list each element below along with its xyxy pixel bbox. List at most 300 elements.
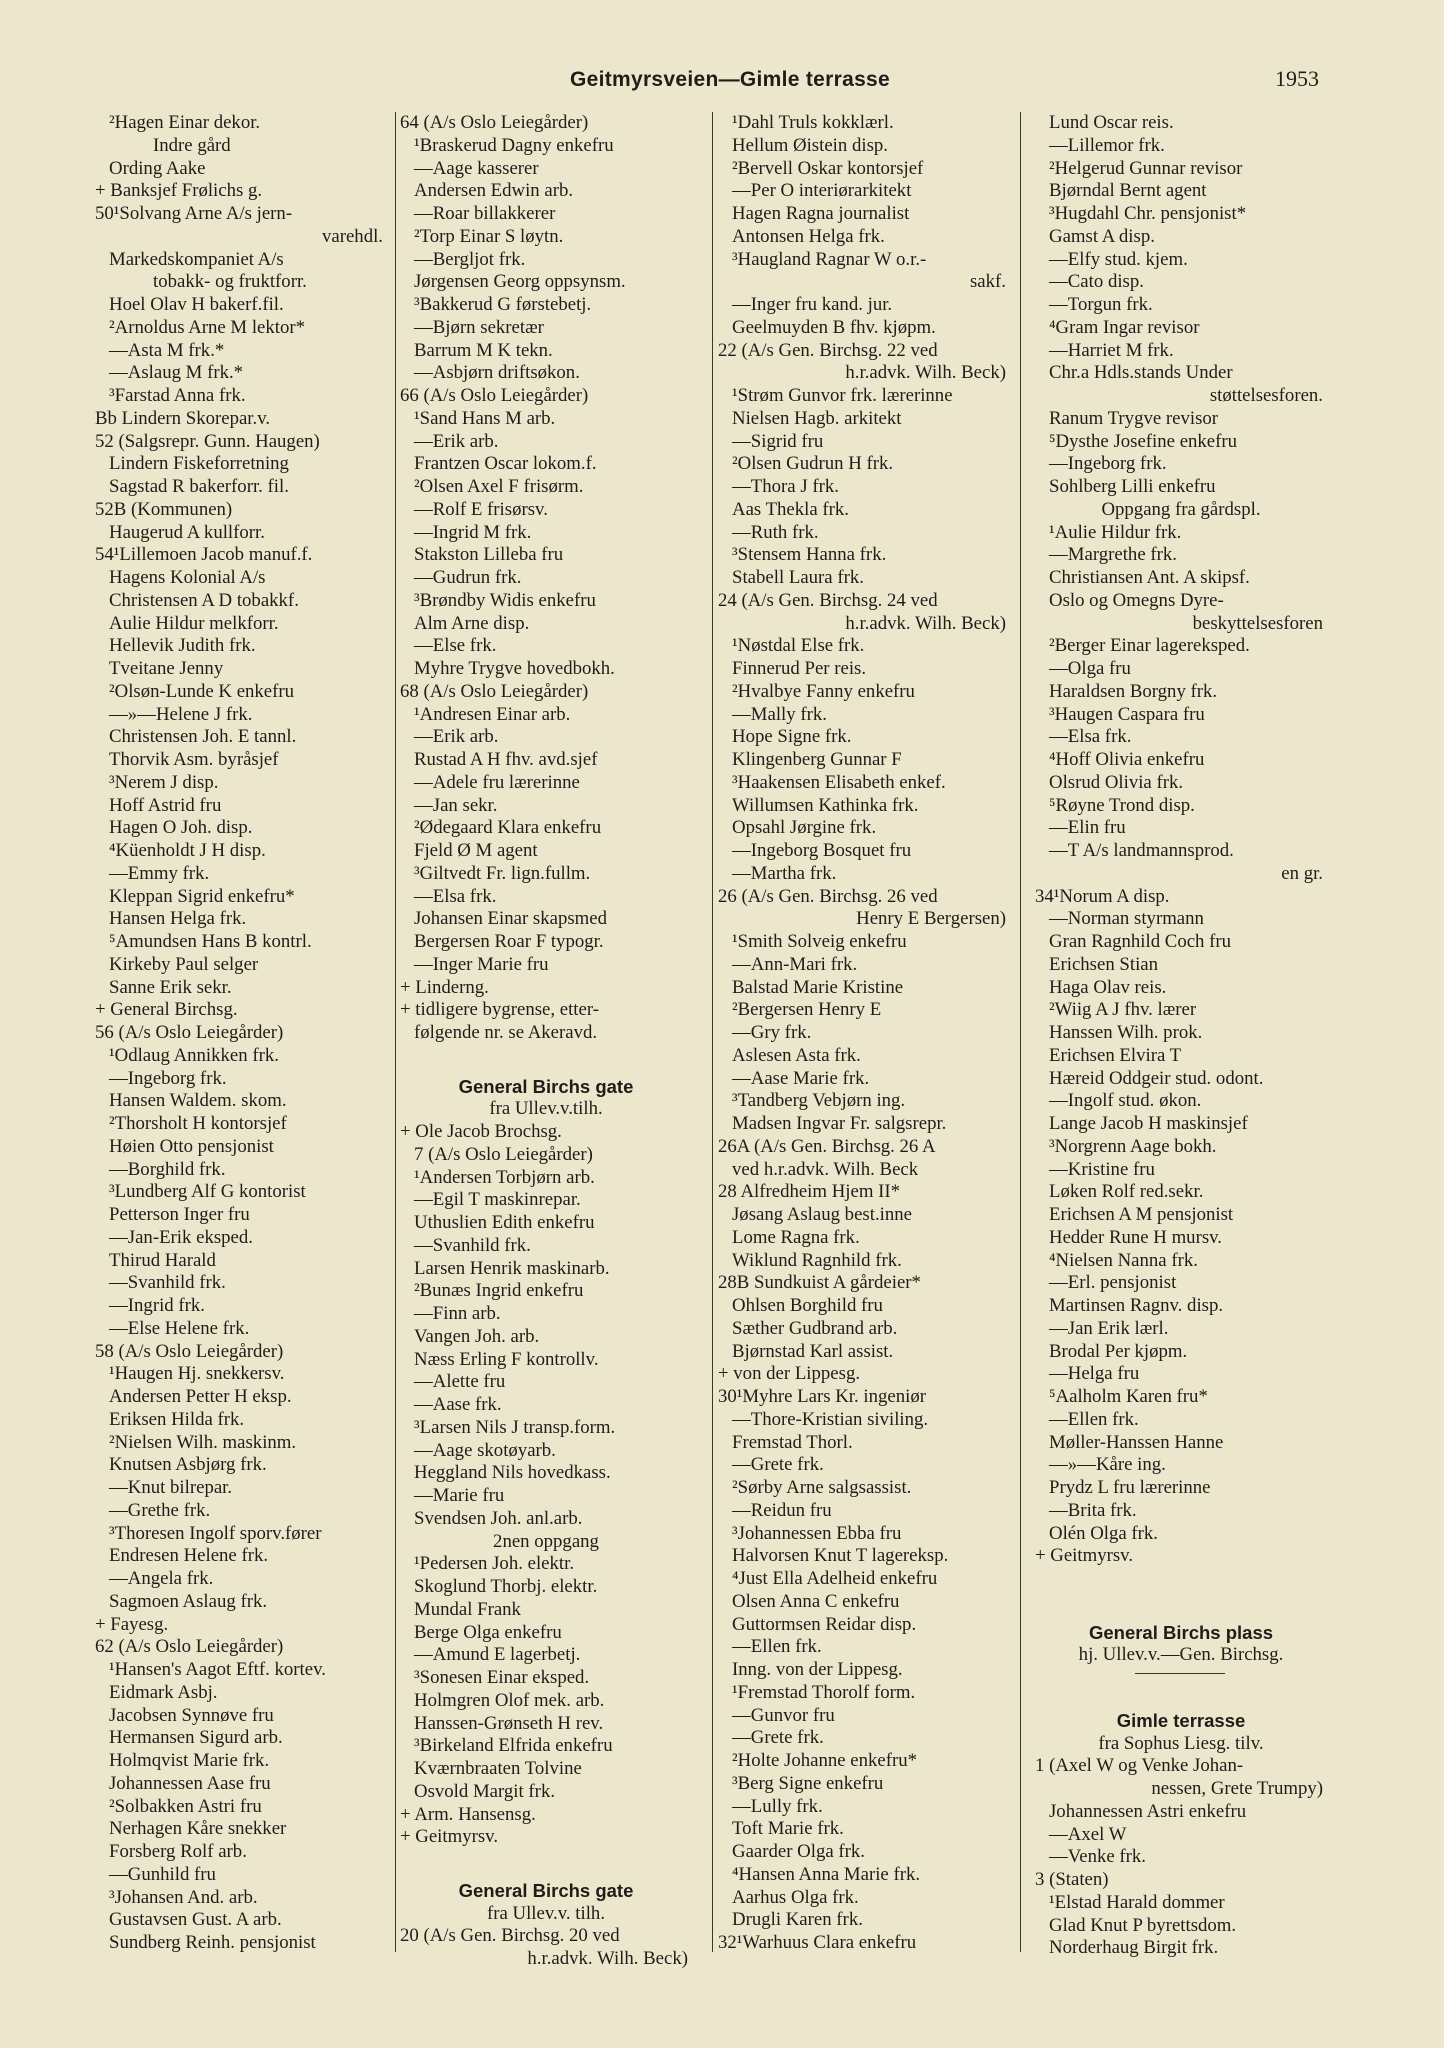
directory-entry: ²Solbakken Astri fru xyxy=(109,1795,262,1817)
directory-entry: Hansen Waldem. skom. xyxy=(109,1090,287,1112)
directory-entry: Bb Lindern Skorepar.v. xyxy=(95,407,271,429)
cross-street-entry: + Linderng. xyxy=(400,976,489,998)
directory-entry: —Elfy stud. kjem. xyxy=(1049,248,1188,270)
directory-entry: —Grete frk. xyxy=(732,1727,824,1749)
directory-entry: Møller-Hanssen Hanne xyxy=(1049,1431,1224,1453)
directory-entry: Aarhus Olga frk. xyxy=(732,1886,859,1908)
directory-entry: ⁴Nielsen Nanna frk. xyxy=(1049,1249,1198,1271)
page-number: 1953 xyxy=(1275,66,1319,91)
directory-entry: ¹Pedersen Joh. elektr. xyxy=(414,1553,575,1575)
directory-entry: ³Haakensen Elisabeth enkef. xyxy=(732,771,946,793)
directory-entry: Sagmoen Aslaug frk. xyxy=(109,1590,268,1612)
directory-entry: ¹Hansen's Aagot Eftf. kortev. xyxy=(109,1659,326,1680)
directory-entry: Bjørndal Bernt agent xyxy=(1049,180,1207,202)
directory-entry: sakf. xyxy=(970,271,1006,293)
directory-entry: Lome Ragna frk. xyxy=(732,1226,860,1248)
directory-entry: Ranum Trygve revisor xyxy=(1049,407,1219,429)
directory-entry: Prydz L fru lærerinne xyxy=(1049,1477,1211,1498)
cross-street-entry: + Fayesg. xyxy=(95,1613,169,1635)
spacer xyxy=(1035,1679,1327,1702)
directory-entry: —Grethe frk. xyxy=(109,1499,211,1521)
directory-entry: Uthuslien Edith enkefru xyxy=(414,1212,595,1233)
directory-entry: Hermansen Sigurd arb. xyxy=(109,1727,283,1749)
directory-entry: Fremstad Thorl. xyxy=(732,1431,853,1453)
directory-entry: Hellevik Judith frk. xyxy=(109,635,256,657)
directory-entry: Aslesen Asta frk. xyxy=(732,1044,861,1066)
directory-entry: Opsahl Jørgine frk. xyxy=(732,817,877,839)
directory-entry: —Venke frk. xyxy=(1049,1846,1147,1868)
directory-entry: ¹Andresen Einar arb. xyxy=(414,703,571,725)
directory-column-4 xyxy=(1035,112,1327,1960)
directory-entry: —Torgun frk. xyxy=(1049,294,1153,315)
section-heading: Gimle terrasse xyxy=(1116,1709,1246,1731)
directory-column-2 xyxy=(400,112,692,1971)
directory-entry: —Ingeborg frk. xyxy=(109,1067,227,1089)
directory-entry: ³Farstad Anna frk. xyxy=(109,385,246,406)
directory-entry: Hagen Ragna journalist xyxy=(732,203,910,224)
directory-entry: —Ingeborg Bosquet fru xyxy=(732,840,912,861)
directory-entry: —»—Kåre ing. xyxy=(1049,1454,1166,1476)
directory-entry: —Olga fru xyxy=(1049,658,1131,679)
directory-entry: —Norman styrmann xyxy=(1049,908,1204,930)
directory-entry: 24 (A/s Gen. Birchsg. 24 ved xyxy=(718,589,938,611)
directory-entry: ³Sonesen Einar eksped. xyxy=(414,1667,590,1688)
directory-entry: Hoff Astrid fru xyxy=(109,794,222,816)
directory-entry: Gran Ragnhild Coch fru xyxy=(1049,931,1232,952)
directory-entry: —Elsa frk. xyxy=(1049,726,1132,748)
directory-entry: ²Bunæs Ingrid enkefru xyxy=(414,1280,584,1302)
directory-entry: Christensen A D tobakkf. xyxy=(109,589,299,611)
directory-entry: Andersen Edwin arb. xyxy=(414,180,574,202)
directory-entry: Lange Jacob H maskinsjef xyxy=(1049,1113,1248,1134)
directory-entry: Geelmuyden B fhv. kjøpm. xyxy=(732,316,936,338)
directory-entry: ²Olsen Gudrun H frk. xyxy=(732,453,894,475)
directory-entry: Stakston Lilleba fru xyxy=(414,544,564,566)
directory-entry: ⁴Just Ella Adelheid enkefru xyxy=(732,1568,938,1589)
directory-entry: Brodal Per kjøpm. xyxy=(1049,1340,1188,1362)
directory-entry: Lindern Fiskeforretning xyxy=(109,453,289,475)
directory-entry: Kirkeby Paul selger xyxy=(109,953,259,975)
directory-entry: 34¹Norum A disp. xyxy=(1035,885,1170,907)
directory-entry: Kværnbraaten Tolvine xyxy=(414,1758,582,1779)
directory-entry: 28B Sundkuist A gårdeier* xyxy=(718,1272,921,1294)
directory-entry: ²Hvalbye Fanny enkefru xyxy=(732,680,915,702)
directory-entry: ²Olsen Axel F frisørm. xyxy=(414,476,584,497)
directory-entry: ²Bergersen Henry E xyxy=(732,999,882,1021)
directory-entry: —Aslaug M frk.* xyxy=(109,362,244,384)
directory-entry: 1 (Axel W og Venke Johan- xyxy=(1035,1755,1244,1777)
directory-entry: Sohlberg Lilli enkefru xyxy=(1049,476,1216,497)
directory-entry: Gamst A disp. xyxy=(1049,225,1155,247)
directory-entry: ³Haugen Caspara fru xyxy=(1049,703,1205,725)
directory-entry: beskyttelsesforen xyxy=(1192,612,1323,634)
directory-entry: ³Giltvedt Fr. lign.fullm. xyxy=(414,862,591,884)
directory-entry: varehdl. xyxy=(321,225,383,247)
directory-entry: følgende nr. se Akeravd. xyxy=(414,1022,598,1043)
cross-street-entry: + General Birchsg. xyxy=(95,999,238,1021)
directory-entry: —Angela frk. xyxy=(109,1568,214,1589)
directory-entry: ⁴Gram Ingar revisor xyxy=(1049,316,1200,338)
directory-entry: —Aase frk. xyxy=(414,1394,502,1415)
directory-entry: —Else frk. xyxy=(414,635,497,657)
directory-entry: Haga Olav reis. xyxy=(1049,976,1167,998)
directory-entry: Klingenberg Gunnar F xyxy=(732,749,902,770)
directory-entry: fra Sophus Liesg. tilv. xyxy=(1098,1732,1264,1754)
directory-entry: Petterson Inger fru xyxy=(109,1204,250,1225)
directory-entry: Jøsang Aslaug best.inne xyxy=(732,1204,912,1225)
directory-entry: 54¹Lillemoen Jacob manuf.f. xyxy=(95,544,313,566)
directory-entry: Thorvik Asm. byråsjef xyxy=(109,749,279,770)
directory-entry: en gr. xyxy=(1281,862,1323,884)
directory-entry: nessen, Grete Trumpy) xyxy=(1151,1778,1323,1799)
directory-entry: ²Wiig A J fhv. lærer xyxy=(1049,999,1197,1021)
directory-entry: Antonsen Helga frk. xyxy=(732,225,885,247)
directory-entry: 7 (A/s Oslo Leiegårder) xyxy=(414,1143,593,1165)
directory-entry: —Elin fru xyxy=(1049,817,1126,839)
directory-entry: ¹Andersen Torbjørn arb. xyxy=(414,1166,595,1188)
directory-entry: Barrum M K tekn. xyxy=(414,339,553,361)
directory-entry: 28 Alfredheim Hjem II* xyxy=(718,1181,901,1203)
directory-entry: Erichsen Stian xyxy=(1049,953,1159,975)
directory-entry: Ohlsen Borghild fru xyxy=(732,1295,883,1316)
directory-entry: ²Thorsholt H kontorsjef xyxy=(109,1113,287,1134)
directory-entry: ³Brøndby Widis enkefru xyxy=(414,589,596,611)
directory-entry: Myhre Trygve hovedbokh. xyxy=(414,658,615,679)
directory-entry: Haugerud A kullforr. xyxy=(109,521,265,543)
directory-entry: Oslo og Omegns Dyre- xyxy=(1049,589,1224,611)
directory-entry: hj. Ullev.v.—Gen. Birchsg. xyxy=(1078,1644,1284,1666)
spacer xyxy=(1035,1591,1327,1614)
directory-entry: 56 (A/s Oslo Leiegårder) xyxy=(95,1022,284,1043)
directory-entry: Christiansen Ant. A skipsf. xyxy=(1049,567,1250,588)
directory-entry: —Aage kasserer xyxy=(414,157,539,179)
directory-entry: —Else Helene frk. xyxy=(109,1317,250,1339)
directory-entry: —Gunvor fru xyxy=(732,1704,835,1726)
directory-entry: —Egil T maskinrepar. xyxy=(414,1189,581,1211)
directory-entry: Erichsen A M pensjonist xyxy=(1049,1204,1234,1225)
directory-entry: —Jan-Erik eksped. xyxy=(109,1226,253,1248)
section-heading: General Birchs gate xyxy=(458,1879,634,1901)
directory-entry: 58 (A/s Oslo Leiegårder) xyxy=(95,1340,284,1362)
directory-entry: Martinsen Ragnv. disp. xyxy=(1049,1295,1224,1316)
directory-entry: Hagen O Joh. disp. xyxy=(109,817,253,839)
directory-entry: tobakk- og fruktforr. xyxy=(153,271,307,293)
directory-entry: Næss Erling F kontrollv. xyxy=(414,1348,599,1370)
cross-street-entry: + von der Lippesg. xyxy=(718,1363,861,1385)
directory-entry: ²Olsøn-Lunde K enkefru xyxy=(109,680,295,702)
directory-entry: ved h.r.advk. Wilh. Beck xyxy=(732,1158,919,1180)
section-heading: General Birchs gate xyxy=(458,1075,634,1097)
directory-entry: Sanne Erik sekr. xyxy=(109,976,232,998)
directory-entry: —Gudrun frk. xyxy=(414,567,522,588)
directory-entry: Hanssen Wilh. prok. xyxy=(1049,1022,1203,1043)
directory-entry: Thirud Harald xyxy=(109,1249,216,1271)
directory-entry: Endresen Helene frk. xyxy=(109,1545,269,1567)
directory-entry: ²Sørby Arne salgsassist. xyxy=(732,1477,912,1498)
directory-entry: Norderhaug Birgit frk. xyxy=(1049,1937,1219,1959)
cross-street-entry: + tidligere bygrense, etter- xyxy=(400,999,599,1021)
directory-entry: ⁵Aalholm Karen fru* xyxy=(1049,1386,1208,1407)
directory-entry: ⁵Amundsen Hans B kontrl. xyxy=(109,931,312,952)
directory-entry: ⁵Dysthe Josefine enkefru xyxy=(1049,430,1238,452)
directory-entry: Hedder Rune H mursv. xyxy=(1049,1226,1222,1248)
directory-entry: Eriksen Hilda frk. xyxy=(109,1408,245,1430)
directory-entry: Rustad A H fhv. avd.sjef xyxy=(414,749,598,770)
directory-entry: —Ann-Mari frk. xyxy=(732,953,858,975)
directory-entry: Tveitane Jenny xyxy=(109,658,224,679)
directory-entry: ³Birkeland Elfrida enkefru xyxy=(414,1735,613,1757)
directory-entry: Sagstad R bakerforr. fil. xyxy=(109,476,289,497)
directory-entry: —Svanhild frk. xyxy=(109,1272,226,1294)
directory-entry: støttelsesforen. xyxy=(1209,385,1323,406)
directory-entry: —Erik arb. xyxy=(414,430,499,452)
directory-entry: ¹Nøstdal Else frk. xyxy=(732,635,865,657)
directory-entry: ¹Odlaug Annikken frk. xyxy=(109,1044,279,1066)
directory-entry: Jacobsen Synnøve fru xyxy=(109,1704,274,1726)
directory-entry: Frantzen Oscar lokom.f. xyxy=(414,453,597,475)
directory-entry: ³Hugdahl Chr. pensjonist* xyxy=(1049,203,1247,224)
directory-entry: Haraldsen Borgny frk. xyxy=(1049,680,1218,702)
directory-entry: h.r.advk. Wilh. Beck) xyxy=(845,612,1006,634)
directory-entry: ³Nerem J disp. xyxy=(109,771,219,793)
directory-entry: Nielsen Hagb. arkitekt xyxy=(732,407,902,429)
section-heading: General Birchs plass xyxy=(1088,1621,1274,1643)
directory-entry: —Lully frk. xyxy=(732,1795,823,1817)
directory-entry: Finnerud Per reis. xyxy=(732,658,867,679)
section-divider xyxy=(1035,1667,1327,1679)
directory-entry: Balstad Marie Kristine xyxy=(732,976,904,998)
directory-entry: —Aase Marie frk. xyxy=(732,1067,870,1089)
directory-entry: 52B (Kommunen) xyxy=(95,498,233,520)
directory-entry: ³Berg Signe enkefru xyxy=(732,1772,884,1794)
directory-entry: Heggland Nils hovedkass. xyxy=(414,1462,611,1484)
directory-entry: ²Ødegaard Klara enkefru xyxy=(414,817,602,839)
directory-entry: Hellum Øistein disp. xyxy=(732,134,888,156)
directory-entry: 26A (A/s Gen. Birchsg. 26 A xyxy=(718,1135,936,1157)
directory-entry: Hoel Olav H bakerf.fil. xyxy=(109,294,284,315)
directory-entry: Ording Aake xyxy=(109,157,206,179)
cross-street-entry: + Ole Jacob Brochsg. xyxy=(400,1121,562,1142)
directory-entry: —Ingrid frk. xyxy=(109,1295,205,1316)
directory-entry: ³Haugland Ragnar W o.r.- xyxy=(732,248,927,270)
directory-entry: Hanssen-Grønseth H rev. xyxy=(414,1712,604,1734)
directory-entry: Sundberg Reinh. pensjonist xyxy=(109,1932,316,1953)
directory-entry: —Margrethe frk. xyxy=(1049,544,1177,566)
directory-entry: Olsen Anna C enkefru xyxy=(732,1590,900,1612)
directory-entry: 68 (A/s Oslo Leiegårder) xyxy=(400,680,589,702)
directory-entry: 64 (A/s Oslo Leiegårder) xyxy=(400,112,589,133)
directory-entry: ³Norgrenn Aage bokh. xyxy=(1049,1135,1217,1157)
directory-entry: Vangen Joh. arb. xyxy=(414,1325,540,1347)
directory-entry: Indre gård xyxy=(153,134,231,156)
directory-entry: Drugli Karen frk. xyxy=(732,1909,863,1931)
directory-entry: ²Helgerud Gunnar revisor xyxy=(1049,157,1243,179)
directory-entry: —Thore-Kristian siviling. xyxy=(732,1408,929,1430)
directory-entry: ³Lundberg Alf G kontorist xyxy=(109,1181,306,1203)
directory-entry: Madsen Ingvar Fr. salgsrepr. xyxy=(732,1113,947,1134)
directory-entry: ⁴Hansen Anna Marie frk. xyxy=(732,1863,921,1885)
directory-entry: —Asta M frk.* xyxy=(109,339,225,361)
directory-entry: Eidmark Asbj. xyxy=(109,1681,218,1703)
directory-entry: —T A/s landmannsprod. xyxy=(1049,840,1234,861)
directory-entry: —Adele fru lærerinne xyxy=(414,771,580,793)
directory-entry: —Ingeborg frk. xyxy=(1049,453,1167,475)
directory-entry: Skoglund Thorbj. elektr. xyxy=(414,1576,598,1597)
directory-entry: —Cato disp. xyxy=(1049,271,1144,293)
directory-entry: ¹Aulie Hildur frk. xyxy=(1049,521,1182,543)
directory-entry: Henry E Bergersen) xyxy=(856,908,1006,930)
directory-entry: —Ellen frk. xyxy=(732,1636,822,1658)
directory-entry: —Inger Marie fru xyxy=(414,953,549,975)
directory-entry: fra Ullev.v.tilh. xyxy=(489,1098,603,1120)
directory-entry: ¹Sand Hans M arb. xyxy=(414,407,556,429)
directory-entry: —Alette fru xyxy=(414,1371,506,1393)
directory-entry: —Jan sekr. xyxy=(414,794,498,816)
directory-entry: Gaarder Olga frk. xyxy=(732,1841,865,1862)
cross-street-entry: + Banksjef Frølichs g. xyxy=(95,180,263,202)
directory-entry: Guttormsen Reidar disp. xyxy=(732,1613,917,1635)
directory-entry: Glad Knut P byrettsdom. xyxy=(1049,1914,1237,1936)
directory-entry: Markedskompaniet A/s xyxy=(109,248,284,270)
directory-entry: 3 (Staten) xyxy=(1035,1869,1109,1890)
directory-entry: —Reidun fru xyxy=(732,1499,832,1521)
directory-entry: 26 (A/s Gen. Birchsg. 26 ved xyxy=(718,885,938,907)
directory-entry: ¹Braskerud Dagny enkefru xyxy=(414,134,614,156)
directory-entry: Jørgensen Georg oppsynsm. xyxy=(414,271,626,293)
directory-entry: 62 (A/s Oslo Leiegårder) xyxy=(95,1636,284,1658)
directory-entry: —Ingrid M frk. xyxy=(414,521,532,543)
directory-entry: —Mally frk. xyxy=(732,703,827,725)
directory-entry: h.r.advk. Wilh. Beck) xyxy=(845,362,1006,384)
directory-entry: —Helga fru xyxy=(1049,1363,1140,1385)
cross-street-entry: + Geitmyrsv. xyxy=(400,1826,499,1848)
directory-entry: Gustavsen Gust. A arb. xyxy=(109,1909,282,1931)
directory-entry: —Martha frk. xyxy=(732,862,837,884)
page-title: Geitmyrsveien—Gimle terrasse xyxy=(569,68,891,91)
directory-entry: —Asbjørn driftsøkon. xyxy=(414,362,580,384)
directory-entry: —Svanhild frk. xyxy=(414,1234,531,1256)
directory-entry: Wiklund Ragnhild frk. xyxy=(732,1249,902,1271)
directory-entry: —Ingolf stud. økon. xyxy=(1049,1090,1202,1112)
directory-entry: fra Ullev.v. tilh. xyxy=(486,1902,606,1924)
directory-entry: —Finn arb. xyxy=(414,1303,501,1324)
directory-entry: Bjørnstad Karl assist. xyxy=(732,1340,894,1362)
directory-entry: ¹Fremstad Thorolf form. xyxy=(732,1681,916,1703)
directory-entry: ¹Elstad Harald dommer xyxy=(1049,1891,1225,1913)
column-divider xyxy=(712,112,713,1952)
directory-entry: Sæther Gudbrand arb. xyxy=(732,1317,898,1339)
directory-entry: Olén Olga frk. xyxy=(1049,1522,1159,1544)
directory-entry: —Sigrid fru xyxy=(732,430,824,452)
directory-entry: Knutsen Asbjørg frk. xyxy=(109,1454,267,1476)
directory-entry: 66 (A/s Oslo Leiegårder) xyxy=(400,385,589,406)
directory-entry: —Per O interiørarkitekt xyxy=(732,180,912,202)
directory-entry: —Aage skotøyarb. xyxy=(414,1439,556,1461)
directory-entry: Hagens Kolonial A/s xyxy=(109,567,266,588)
directory-entry: ³Johannessen Ebba fru xyxy=(732,1522,902,1544)
directory-entry: Alm Arne disp. xyxy=(414,612,530,634)
directory-entry: —Erik arb. xyxy=(414,726,499,748)
directory-entry: ²Holte Johanne enkefru* xyxy=(732,1750,918,1771)
directory-entry: —Emmy frk. xyxy=(109,862,210,884)
directory-entry: ¹Dahl Truls kokklærl. xyxy=(732,112,894,133)
directory-entry: —Marie fru xyxy=(414,1485,505,1506)
directory-entry: ³Bakkerud G førstebetj. xyxy=(414,294,592,315)
directory-entry: —Jan Erik lærl. xyxy=(1049,1317,1169,1339)
cross-street-entry: + Arm. Hansensg. xyxy=(400,1803,536,1825)
spacer xyxy=(400,1045,692,1068)
directory-entry: ²Berger Einar lagereksped. xyxy=(1049,635,1250,657)
column-divider xyxy=(395,112,396,1952)
directory-entry: h.r.advk. Wilh. Beck) xyxy=(527,1948,688,1969)
directory-entry: —Gry frk. xyxy=(732,1022,812,1043)
directory-entry: ³Johansen And. arb. xyxy=(109,1886,258,1908)
directory-entry: ²Arnoldus Arne M lektor* xyxy=(109,316,306,338)
directory-column-3 xyxy=(718,112,1010,1955)
directory-entry: Forsberg Rolf arb. xyxy=(109,1841,247,1862)
directory-entry: Christensen Joh. E tannl. xyxy=(109,726,297,748)
directory-entry: —Elsa frk. xyxy=(414,885,497,907)
directory-entry: Erichsen Elvira T xyxy=(1049,1044,1182,1066)
directory-entry: —Brita frk. xyxy=(1049,1499,1137,1521)
directory-entry: Mundal Frank xyxy=(414,1598,521,1620)
directory-entry: 32¹Warhuus Clara enkefru xyxy=(718,1932,917,1953)
directory-entry: —Lillemor frk. xyxy=(1049,134,1165,156)
directory-entry: —Rolf E frisørsv. xyxy=(414,498,548,520)
directory-entry: ³Tandberg Vebjørn ing. xyxy=(732,1090,906,1112)
directory-entry: Olsrud Olivia frk. xyxy=(1049,771,1184,793)
directory-entry: ²Hagen Einar dekor. xyxy=(109,112,261,133)
directory-column-1 xyxy=(95,112,387,1955)
spacer xyxy=(400,1849,692,1872)
directory-entry: ²Bervell Oskar kontorsjef xyxy=(732,157,924,179)
directory-entry: Svendsen Joh. anl.arb. xyxy=(414,1507,583,1529)
directory-entry: Bergersen Roar F typogr. xyxy=(414,931,604,952)
directory-entry: —Kristine fru xyxy=(1049,1158,1155,1180)
directory-entry: ¹Smith Solveig enkefru xyxy=(732,931,907,952)
directory-entry: —Inger fru kand. jur. xyxy=(732,294,893,315)
directory-entry: —Grete frk. xyxy=(732,1454,824,1476)
cross-street-entry: + Geitmyrsv. xyxy=(1035,1545,1134,1567)
directory-entry: Inng. von der Lippesg. xyxy=(732,1659,903,1680)
directory-entry: —Thora J frk. xyxy=(732,476,839,497)
directory-entry: Holmqvist Marie frk. xyxy=(109,1750,270,1771)
directory-entry: ³Thoresen Ingolf sporv.fører xyxy=(109,1522,322,1544)
directory-entry: 2nen oppgang xyxy=(493,1530,599,1552)
directory-entry: ³Larsen Nils J transp.form. xyxy=(414,1416,616,1438)
directory-entry: Holmgren Olof mek. arb. xyxy=(414,1689,605,1711)
directory-entry: ¹Strøm Gunvor frk. lærerinne xyxy=(732,385,953,406)
directory-entry: Berge Olga enkefru xyxy=(414,1621,562,1643)
directory-entry: —Bjørn sekretær xyxy=(414,316,544,338)
directory-entry: —Erl. pensjonist xyxy=(1049,1272,1177,1294)
directory-entry: 50¹Solvang Arne A/s jern- xyxy=(95,203,293,224)
directory-entry: Johansen Einar skapsmed xyxy=(414,908,607,930)
directory-entry: 22 (A/s Gen. Birchsg. 22 ved xyxy=(718,339,938,361)
directory-entry: ²Nielsen Wilh. maskinm. xyxy=(109,1431,297,1453)
directory-entry: Toft Marie frk. xyxy=(732,1818,844,1840)
directory-entry: Willumsen Kathinka frk. xyxy=(732,794,919,816)
directory-entry: Lund Oscar reis. xyxy=(1049,112,1174,133)
directory-entry: Osvold Margit frk. xyxy=(414,1780,556,1802)
directory-entry: ⁴Hoff Olivia enkefru xyxy=(1049,749,1205,770)
directory-entry: Fjeld Ø M agent xyxy=(414,840,538,861)
directory-entry: Oppgang fra gårdspl. xyxy=(1101,498,1261,520)
directory-entry: Halvorsen Knut T lagereksp. xyxy=(732,1545,949,1567)
directory-entry: Aulie Hildur melkforr. xyxy=(109,612,279,634)
directory-entry: Høien Otto pensjonist xyxy=(109,1135,274,1157)
directory-entry: 30¹Myhre Lars Kr. ingeniør xyxy=(718,1386,927,1407)
